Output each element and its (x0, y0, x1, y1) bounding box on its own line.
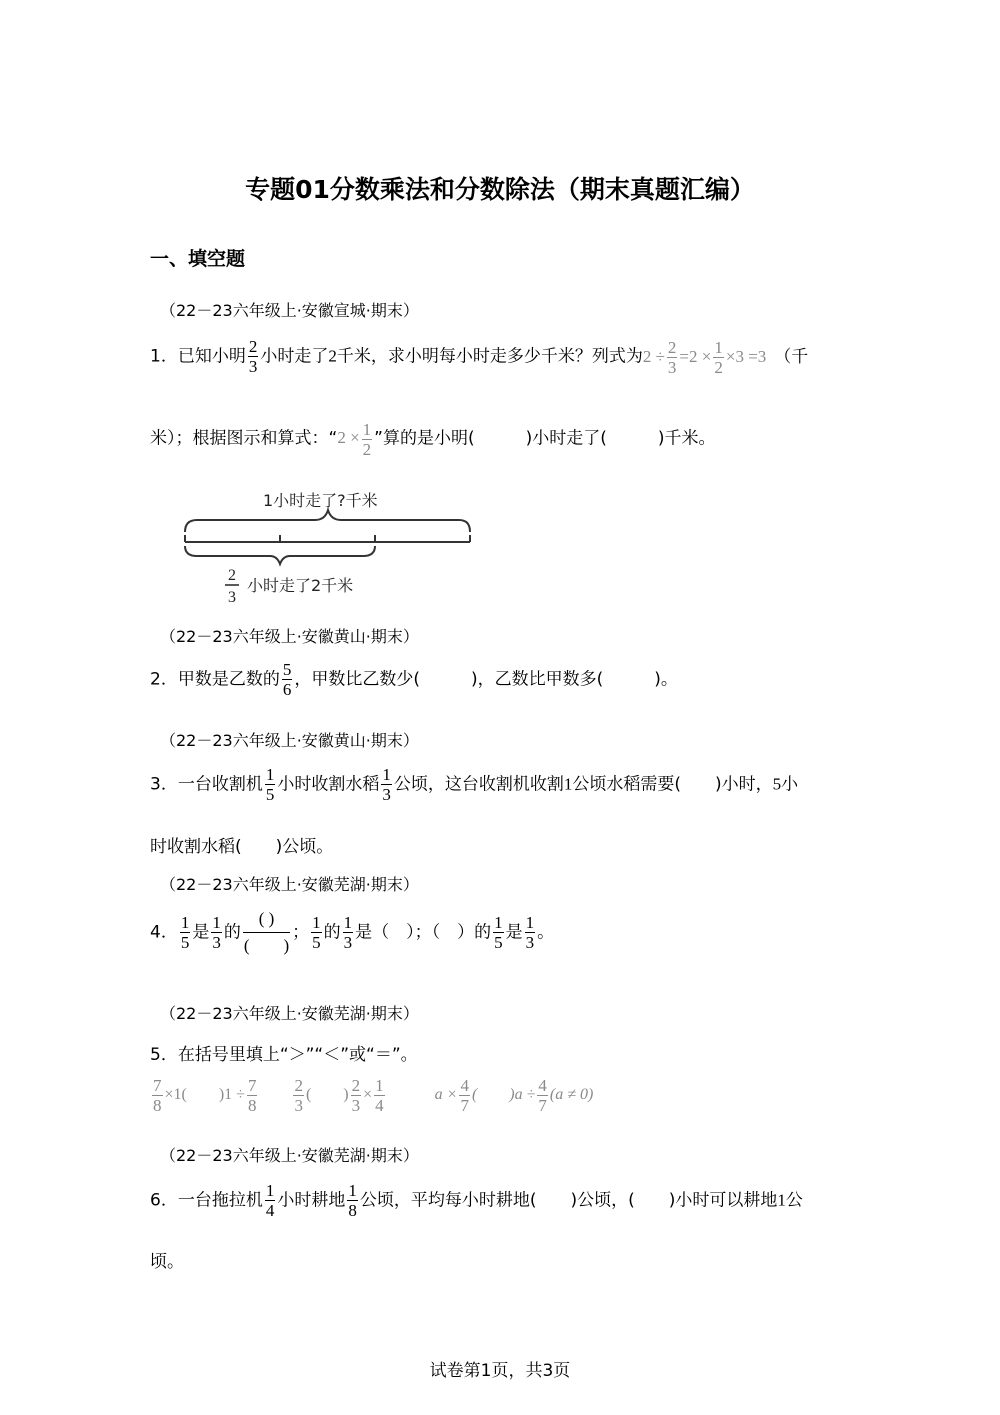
question-6-source: （22－23六年级上·安徽芜湖·期末） (160, 1146, 419, 1165)
question-1-source: （22－23六年级上·安徽宣城·期末） (160, 301, 419, 320)
question-6-line-2: 顷。 (150, 1252, 184, 1272)
formula: 2 ÷ $\frac{2}{3}$ =2 × $\frac{1}{2}$ ×3 =3 (642, 338, 767, 378)
diagram-top-label: 1小时走了?千米 (263, 491, 378, 510)
question-5-text: 5．在括号里填上“＞”“＜”或“＝”。 (150, 1045, 418, 1065)
question-1-line-1: 1．已知小明 $\frac{2}{3}$ 小时走了2千米，求小明每小时走多少千米？列式为2 ÷ $\frac{2}{3}$ =2 × $\frac{1}{2}$ ×3 =3 （千 (150, 337, 809, 378)
diagram-bottom-label: 小时走了2千米 (247, 576, 354, 595)
question-6-line-1: 6．一台拖拉机 $\frac{1}{4}$ 小时耕地 $\frac{1}{8}$ 公顷，平均每小时耕地( )公顷，( )小时可以耕地1公 (150, 1181, 803, 1220)
question-2-text: 2．甲数是乙数的 $\frac{5}{6}$ ，甲数比乙数少( )，乙数比甲数多( )。 (150, 660, 678, 699)
segment-diagram (175, 480, 485, 610)
question-4-text: 4． $\frac{1}{5}$ 是 $\frac{1}{3}$ 的 $\frac{( )}{( )}$ ； $\frac{1}{5}$ 的 $\frac{1}{3}$ 是（ ）；（ ）的 $\frac{1}{5}$ 是 $\frac{1}{3}$ 。 (150, 906, 554, 959)
page-title: 专题01分数乘法和分数除法（期末真题汇编） (245, 175, 755, 204)
question-1-line-2: 米）；根据图示和算式：“2 × $\frac{1}{2}$ ”算的是小明( )小时走了( )千米。 (150, 420, 716, 459)
question-3-line-2: 时收割水稻( )公顷。 (150, 837, 334, 857)
section-heading: 一、填空题 (150, 248, 246, 270)
comparison-2: $\frac{2}{3}$ ( ) $\frac{2}{3}$ × $\frac{1}{4}$ (294, 1076, 384, 1115)
question-2-source: （22－23六年级上·安徽黄山·期末） (160, 627, 419, 646)
diagram-frac-num: 2 (228, 567, 236, 584)
page-footer: 试卷第1页，共3页 (429, 1361, 571, 1381)
diagram-frac-den: 3 (228, 589, 236, 606)
fraction: $\frac{5}{6}$ (282, 660, 292, 699)
question-4-source: （22－23六年级上·安徽芜湖·期末） (160, 875, 419, 894)
question-5-source: （22－23六年级上·安徽芜湖·期末） (160, 1004, 419, 1023)
blank-fraction[interactable]: $\frac{( )}{( )}$ (243, 906, 290, 959)
comparison-1: $\frac{7}{8}$ ×1( )1 ÷ $\frac{7}{8}$ (153, 1076, 257, 1115)
question-3-source: （22－23六年级上·安徽黄山·期末） (160, 731, 419, 750)
comparison-3: a × $\frac{4}{7}$ ( )a ÷ $\frac{4}{7}$ (a ≠ 0) (434, 1076, 594, 1115)
question-3-line-1: 3．一台收割机 $\frac{1}{5}$ 小时收割水稻 $\frac{1}{3}$ 公顷，这台收割机收割1公顷水稻需要( )小时，5小 (150, 765, 799, 804)
question-5-comparisons (150, 1076, 593, 1115)
fraction: $\frac{2}{3}$ (248, 337, 258, 376)
